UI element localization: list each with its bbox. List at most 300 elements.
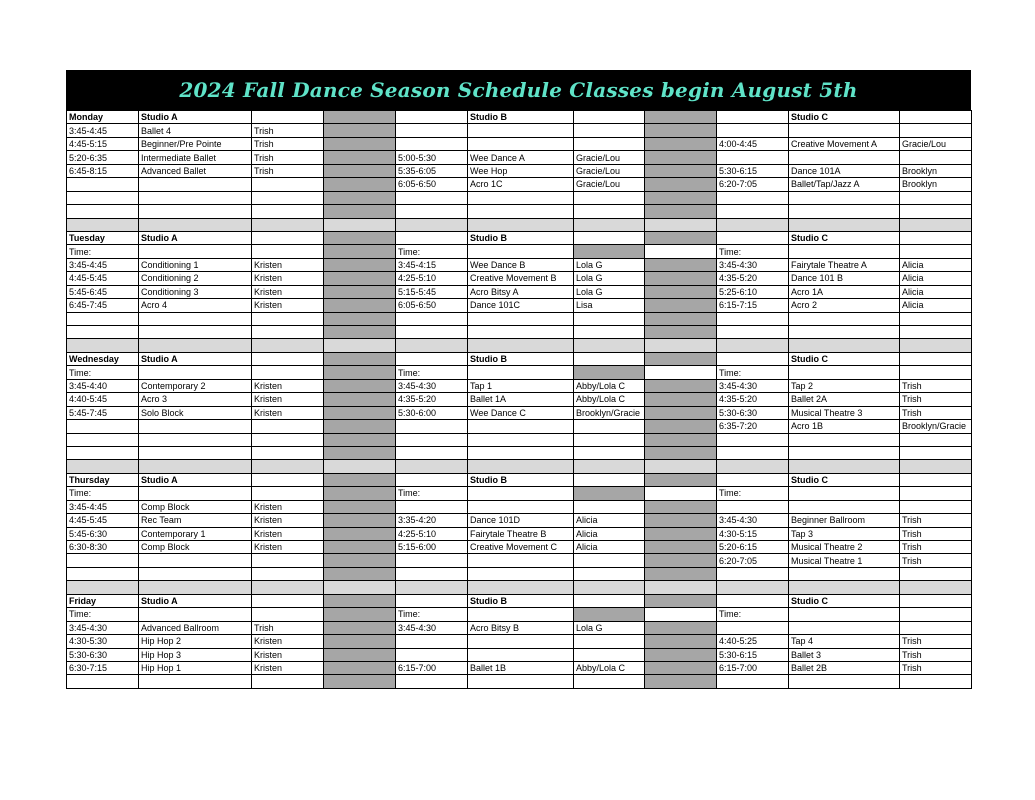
class-name: Conditioning 2 <box>139 272 252 285</box>
class-instructor <box>900 191 972 204</box>
empty-cell <box>717 594 789 607</box>
empty-cell <box>900 581 972 594</box>
empty-cell <box>574 473 645 486</box>
class-name <box>139 554 252 567</box>
class-time <box>67 567 139 580</box>
class-instructor <box>574 326 645 339</box>
class-time <box>717 124 789 137</box>
class-time <box>67 675 139 688</box>
class-name <box>139 205 252 218</box>
class-instructor <box>574 446 645 459</box>
empty-cell <box>396 594 468 607</box>
class-row <box>67 205 972 218</box>
class-time: 5:45-6:45 <box>67 285 139 298</box>
class-name <box>468 326 574 339</box>
empty-cell <box>574 218 645 231</box>
class-instructor: Kristen <box>252 258 324 271</box>
class-name: Comp Block <box>139 500 252 513</box>
class-time <box>717 433 789 446</box>
schedule-table <box>66 110 972 689</box>
empty-cell <box>468 218 574 231</box>
day-name: Thursday <box>67 473 139 486</box>
spacer-cell <box>645 218 717 231</box>
spacer-cell <box>645 178 717 191</box>
time-label-row <box>67 366 972 379</box>
class-time: 6:20-7:05 <box>717 554 789 567</box>
class-instructor <box>252 567 324 580</box>
class-row <box>67 191 972 204</box>
class-time: 6:05-6:50 <box>396 178 468 191</box>
class-instructor: Lola G <box>574 272 645 285</box>
time-label: Time: <box>396 487 468 500</box>
spacer-cell <box>324 366 396 379</box>
class-name <box>789 326 900 339</box>
spacer-cell <box>324 621 396 634</box>
class-time: 3:45-4:45 <box>67 258 139 271</box>
class-name: Hip Hop 1 <box>139 661 252 674</box>
class-instructor: Kristen <box>252 393 324 406</box>
class-instructor: Trish <box>900 406 972 419</box>
time-label-row <box>67 608 972 621</box>
class-name <box>468 312 574 325</box>
class-instructor: Trish <box>900 527 972 540</box>
spacer-cell <box>324 178 396 191</box>
class-name <box>468 191 574 204</box>
class-time: 4:45-5:15 <box>67 137 139 150</box>
spacer-cell <box>324 326 396 339</box>
class-instructor: Brooklyn/Gracie <box>574 406 645 419</box>
spacer-cell <box>324 433 396 446</box>
spacer-cell <box>324 111 396 124</box>
class-instructor: Gracie/Lou <box>574 151 645 164</box>
class-name: Acro Bitsy A <box>468 285 574 298</box>
class-instructor <box>252 446 324 459</box>
class-time: 3:45-4:30 <box>396 621 468 634</box>
class-instructor: Trish <box>900 661 972 674</box>
empty-cell <box>717 473 789 486</box>
empty-cell <box>574 339 645 352</box>
class-instructor <box>900 675 972 688</box>
class-name: Ballet 2B <box>789 661 900 674</box>
class-instructor <box>900 326 972 339</box>
class-name: Contemporary 1 <box>139 527 252 540</box>
empty-cell <box>252 473 324 486</box>
class-instructor: Alicia <box>900 272 972 285</box>
spacer-cell <box>645 285 717 298</box>
class-time: 5:30-6:15 <box>717 648 789 661</box>
class-instructor: Trish <box>900 379 972 392</box>
class-instructor <box>900 205 972 218</box>
class-time <box>67 191 139 204</box>
class-name <box>789 191 900 204</box>
class-instructor: Brooklyn <box>900 164 972 177</box>
class-time: 6:35-7:20 <box>717 420 789 433</box>
class-instructor: Trish <box>252 137 324 150</box>
empty-cell <box>252 352 324 365</box>
class-instructor: Alicia <box>900 258 972 271</box>
class-name: Ballet 1A <box>468 393 574 406</box>
time-label: Time: <box>67 487 139 500</box>
spacer-cell <box>645 151 717 164</box>
class-name: Tap 4 <box>789 635 900 648</box>
class-instructor: Abby/Lola C <box>574 661 645 674</box>
class-time <box>396 500 468 513</box>
class-row <box>67 312 972 325</box>
time-label: Time: <box>67 608 139 621</box>
class-time: 5:20-6:15 <box>717 541 789 554</box>
class-name: Beginner Ballroom <box>789 514 900 527</box>
class-name: Comp Block <box>139 541 252 554</box>
class-instructor <box>252 178 324 191</box>
empty-cell <box>252 608 324 621</box>
spacer-cell <box>645 191 717 204</box>
class-time: 6:15-7:15 <box>717 299 789 312</box>
empty-cell <box>139 608 252 621</box>
class-name <box>789 312 900 325</box>
spacer-cell <box>645 554 717 567</box>
class-name: Ballet 3 <box>789 648 900 661</box>
spacer-cell <box>645 272 717 285</box>
class-name: Creative Movement A <box>789 137 900 150</box>
class-name: Dance 101 B <box>789 272 900 285</box>
studio-c-label: Studio C <box>789 111 900 124</box>
class-time: 5:15-5:45 <box>396 285 468 298</box>
class-row <box>67 527 972 540</box>
class-instructor: Trish <box>900 514 972 527</box>
class-instructor: Alicia <box>574 527 645 540</box>
class-name: Fairytale Theatre B <box>468 527 574 540</box>
class-name <box>789 621 900 634</box>
class-instructor <box>574 191 645 204</box>
class-time: 5:30-6:00 <box>396 406 468 419</box>
class-time: 5:25-6:10 <box>717 285 789 298</box>
class-time: 3:45-4:30 <box>717 514 789 527</box>
spacer-cell <box>645 231 717 244</box>
class-instructor <box>574 635 645 648</box>
empty-cell <box>139 339 252 352</box>
empty-cell <box>252 366 324 379</box>
class-time: 5:20-6:35 <box>67 151 139 164</box>
empty-cell <box>717 231 789 244</box>
studio-c-label: Studio C <box>789 231 900 244</box>
class-time <box>717 151 789 164</box>
day-header-row <box>67 473 972 486</box>
class-instructor: Kristen <box>252 527 324 540</box>
class-time: 5:45-6:30 <box>67 527 139 540</box>
class-name <box>468 500 574 513</box>
empty-cell <box>574 231 645 244</box>
class-time <box>67 554 139 567</box>
class-name: Wee Hop <box>468 164 574 177</box>
class-time: 6:45-7:45 <box>67 299 139 312</box>
class-time: 4:00-4:45 <box>717 137 789 150</box>
class-name: Wee Dance B <box>468 258 574 271</box>
empty-cell <box>900 245 972 258</box>
class-time <box>396 124 468 137</box>
time-label: Time: <box>67 245 139 258</box>
empty-cell <box>789 487 900 500</box>
empty-cell <box>574 594 645 607</box>
spacer-cell <box>324 393 396 406</box>
class-name: Advanced Ballet <box>139 164 252 177</box>
class-instructor <box>252 554 324 567</box>
class-time <box>717 500 789 513</box>
spacer-cell <box>324 258 396 271</box>
class-row <box>67 554 972 567</box>
class-time <box>396 137 468 150</box>
class-row <box>67 326 972 339</box>
spacer-cell <box>645 299 717 312</box>
class-time: 3:45-4:45 <box>67 124 139 137</box>
day-name: Tuesday <box>67 231 139 244</box>
class-name <box>468 433 574 446</box>
spacer-cell <box>645 621 717 634</box>
studio-a-label: Studio A <box>139 231 252 244</box>
class-time: 6:30-8:30 <box>67 541 139 554</box>
class-time <box>396 648 468 661</box>
class-instructor <box>252 205 324 218</box>
spacer-cell <box>324 527 396 540</box>
class-time: 5:00-5:30 <box>396 151 468 164</box>
class-name: Musical Theatre 3 <box>789 406 900 419</box>
class-instructor <box>252 312 324 325</box>
spacer-cell <box>324 151 396 164</box>
day-separator-row <box>67 581 972 594</box>
empty-cell <box>468 366 574 379</box>
spacer-cell <box>324 635 396 648</box>
empty-cell <box>900 487 972 500</box>
class-instructor <box>574 675 645 688</box>
class-instructor <box>900 567 972 580</box>
day-header-row <box>67 231 972 244</box>
class-instructor: Kristen <box>252 285 324 298</box>
spacer-cell <box>324 137 396 150</box>
class-name: Solo Block <box>139 406 252 419</box>
class-time: 4:40-5:25 <box>717 635 789 648</box>
class-name: Tap 2 <box>789 379 900 392</box>
class-instructor <box>900 500 972 513</box>
empty-cell <box>468 487 574 500</box>
class-time <box>67 446 139 459</box>
empty-cell <box>139 460 252 473</box>
spacer-cell <box>324 124 396 137</box>
spacer-cell <box>645 460 717 473</box>
class-time <box>396 420 468 433</box>
spacer-cell <box>645 675 717 688</box>
spacer-cell <box>324 608 396 621</box>
spacer-cell <box>324 164 396 177</box>
time-label-row <box>67 245 972 258</box>
spacer-cell <box>645 352 717 365</box>
class-time <box>717 312 789 325</box>
class-time: 3:45-4:45 <box>67 500 139 513</box>
spacer-cell <box>324 379 396 392</box>
class-name <box>139 675 252 688</box>
spacer-cell <box>574 608 645 621</box>
spacer-cell <box>645 541 717 554</box>
class-instructor: Trish <box>900 635 972 648</box>
empty-cell <box>468 460 574 473</box>
class-name <box>468 635 574 648</box>
spacer-cell <box>324 594 396 607</box>
class-instructor: Kristen <box>252 406 324 419</box>
class-name <box>139 178 252 191</box>
spacer-cell <box>324 312 396 325</box>
class-name: Creative Movement B <box>468 272 574 285</box>
class-instructor <box>574 312 645 325</box>
class-time: 4:25-5:10 <box>396 272 468 285</box>
class-name: Acro 2 <box>789 299 900 312</box>
spacer-cell <box>645 258 717 271</box>
class-row <box>67 137 972 150</box>
class-time <box>67 205 139 218</box>
class-instructor: Kristen <box>252 272 324 285</box>
class-instructor: Lola G <box>574 258 645 271</box>
class-time: 3:45-4:30 <box>717 379 789 392</box>
empty-cell <box>900 231 972 244</box>
empty-cell <box>645 245 717 258</box>
class-time <box>717 621 789 634</box>
empty-cell <box>139 581 252 594</box>
class-name <box>468 205 574 218</box>
time-label-row <box>67 487 972 500</box>
spacer-cell <box>645 312 717 325</box>
class-time <box>67 326 139 339</box>
spacer-cell <box>324 218 396 231</box>
empty-cell <box>900 473 972 486</box>
spacer-cell <box>645 406 717 419</box>
empty-cell <box>789 581 900 594</box>
studio-b-label: Studio B <box>468 111 574 124</box>
empty-cell <box>67 218 139 231</box>
class-time <box>67 312 139 325</box>
empty-cell <box>645 366 717 379</box>
empty-cell <box>139 245 252 258</box>
class-name: Acro Bitsy B <box>468 621 574 634</box>
class-time: 3:45-4:15 <box>396 258 468 271</box>
class-name <box>468 124 574 137</box>
spacer-cell <box>645 326 717 339</box>
class-time <box>396 554 468 567</box>
class-time <box>717 191 789 204</box>
class-instructor: Kristen <box>252 635 324 648</box>
day-header-row <box>67 111 972 124</box>
class-time: 4:30-5:15 <box>717 527 789 540</box>
class-name: Wee Dance A <box>468 151 574 164</box>
spacer-cell <box>645 393 717 406</box>
class-instructor: Gracie/Lou <box>900 137 972 150</box>
class-name: Acro 3 <box>139 393 252 406</box>
empty-cell <box>396 352 468 365</box>
spacer-cell <box>645 205 717 218</box>
empty-cell <box>396 218 468 231</box>
studio-b-label: Studio B <box>468 352 574 365</box>
spacer-cell <box>645 527 717 540</box>
empty-cell <box>396 231 468 244</box>
spacer-cell <box>324 231 396 244</box>
class-time: 4:40-5:45 <box>67 393 139 406</box>
class-instructor <box>900 446 972 459</box>
spacer-cell <box>324 514 396 527</box>
class-time: 5:45-7:45 <box>67 406 139 419</box>
spacer-cell <box>324 675 396 688</box>
studio-b-label: Studio B <box>468 231 574 244</box>
class-row <box>67 393 972 406</box>
spacer-cell <box>324 541 396 554</box>
class-name <box>789 675 900 688</box>
class-name <box>468 446 574 459</box>
empty-cell <box>789 460 900 473</box>
class-name <box>789 446 900 459</box>
class-time: 4:35-5:20 <box>717 393 789 406</box>
day-separator-row <box>67 339 972 352</box>
class-name <box>139 567 252 580</box>
class-row <box>67 433 972 446</box>
class-name: Dance 101C <box>468 299 574 312</box>
class-instructor <box>900 312 972 325</box>
class-instructor: Trish <box>252 164 324 177</box>
time-label: Time: <box>717 608 789 621</box>
spacer-cell <box>645 648 717 661</box>
day-separator-row <box>67 460 972 473</box>
studio-a-label: Studio A <box>139 111 252 124</box>
class-instructor: Gracie/Lou <box>574 178 645 191</box>
studio-a-label: Studio A <box>139 594 252 607</box>
studio-b-label: Studio B <box>468 473 574 486</box>
time-label: Time: <box>396 608 468 621</box>
class-time: 3:45-4:30 <box>717 258 789 271</box>
class-instructor <box>252 326 324 339</box>
class-name: Acro 1A <box>789 285 900 298</box>
class-name <box>468 137 574 150</box>
empty-cell <box>574 581 645 594</box>
class-name: Ballet/Tap/Jazz A <box>789 178 900 191</box>
class-instructor <box>900 621 972 634</box>
empty-cell <box>574 460 645 473</box>
spacer-cell <box>324 648 396 661</box>
spacer-cell <box>645 567 717 580</box>
day-name: Monday <box>67 111 139 124</box>
schedule-body <box>67 111 972 689</box>
class-name: Intermediate Ballet <box>139 151 252 164</box>
empty-cell <box>252 245 324 258</box>
class-name: Musical Theatre 2 <box>789 541 900 554</box>
class-instructor <box>574 205 645 218</box>
spacer-cell <box>324 460 396 473</box>
class-name <box>789 124 900 137</box>
empty-cell <box>900 594 972 607</box>
empty-cell <box>900 339 972 352</box>
empty-cell <box>717 352 789 365</box>
class-instructor: Gracie/Lou <box>574 164 645 177</box>
class-instructor: Kristen <box>252 661 324 674</box>
studio-c-label: Studio C <box>789 352 900 365</box>
class-instructor: Kristen <box>252 379 324 392</box>
class-row <box>67 446 972 459</box>
class-instructor <box>252 675 324 688</box>
class-instructor: Trish <box>900 648 972 661</box>
spacer-cell <box>574 366 645 379</box>
class-instructor: Kristen <box>252 299 324 312</box>
class-time <box>67 433 139 446</box>
class-instructor: Abby/Lola C <box>574 379 645 392</box>
studio-b-label: Studio B <box>468 594 574 607</box>
class-name <box>468 554 574 567</box>
empty-cell <box>717 111 789 124</box>
class-instructor <box>574 124 645 137</box>
time-label: Time: <box>717 366 789 379</box>
class-name: Dance 101A <box>789 164 900 177</box>
